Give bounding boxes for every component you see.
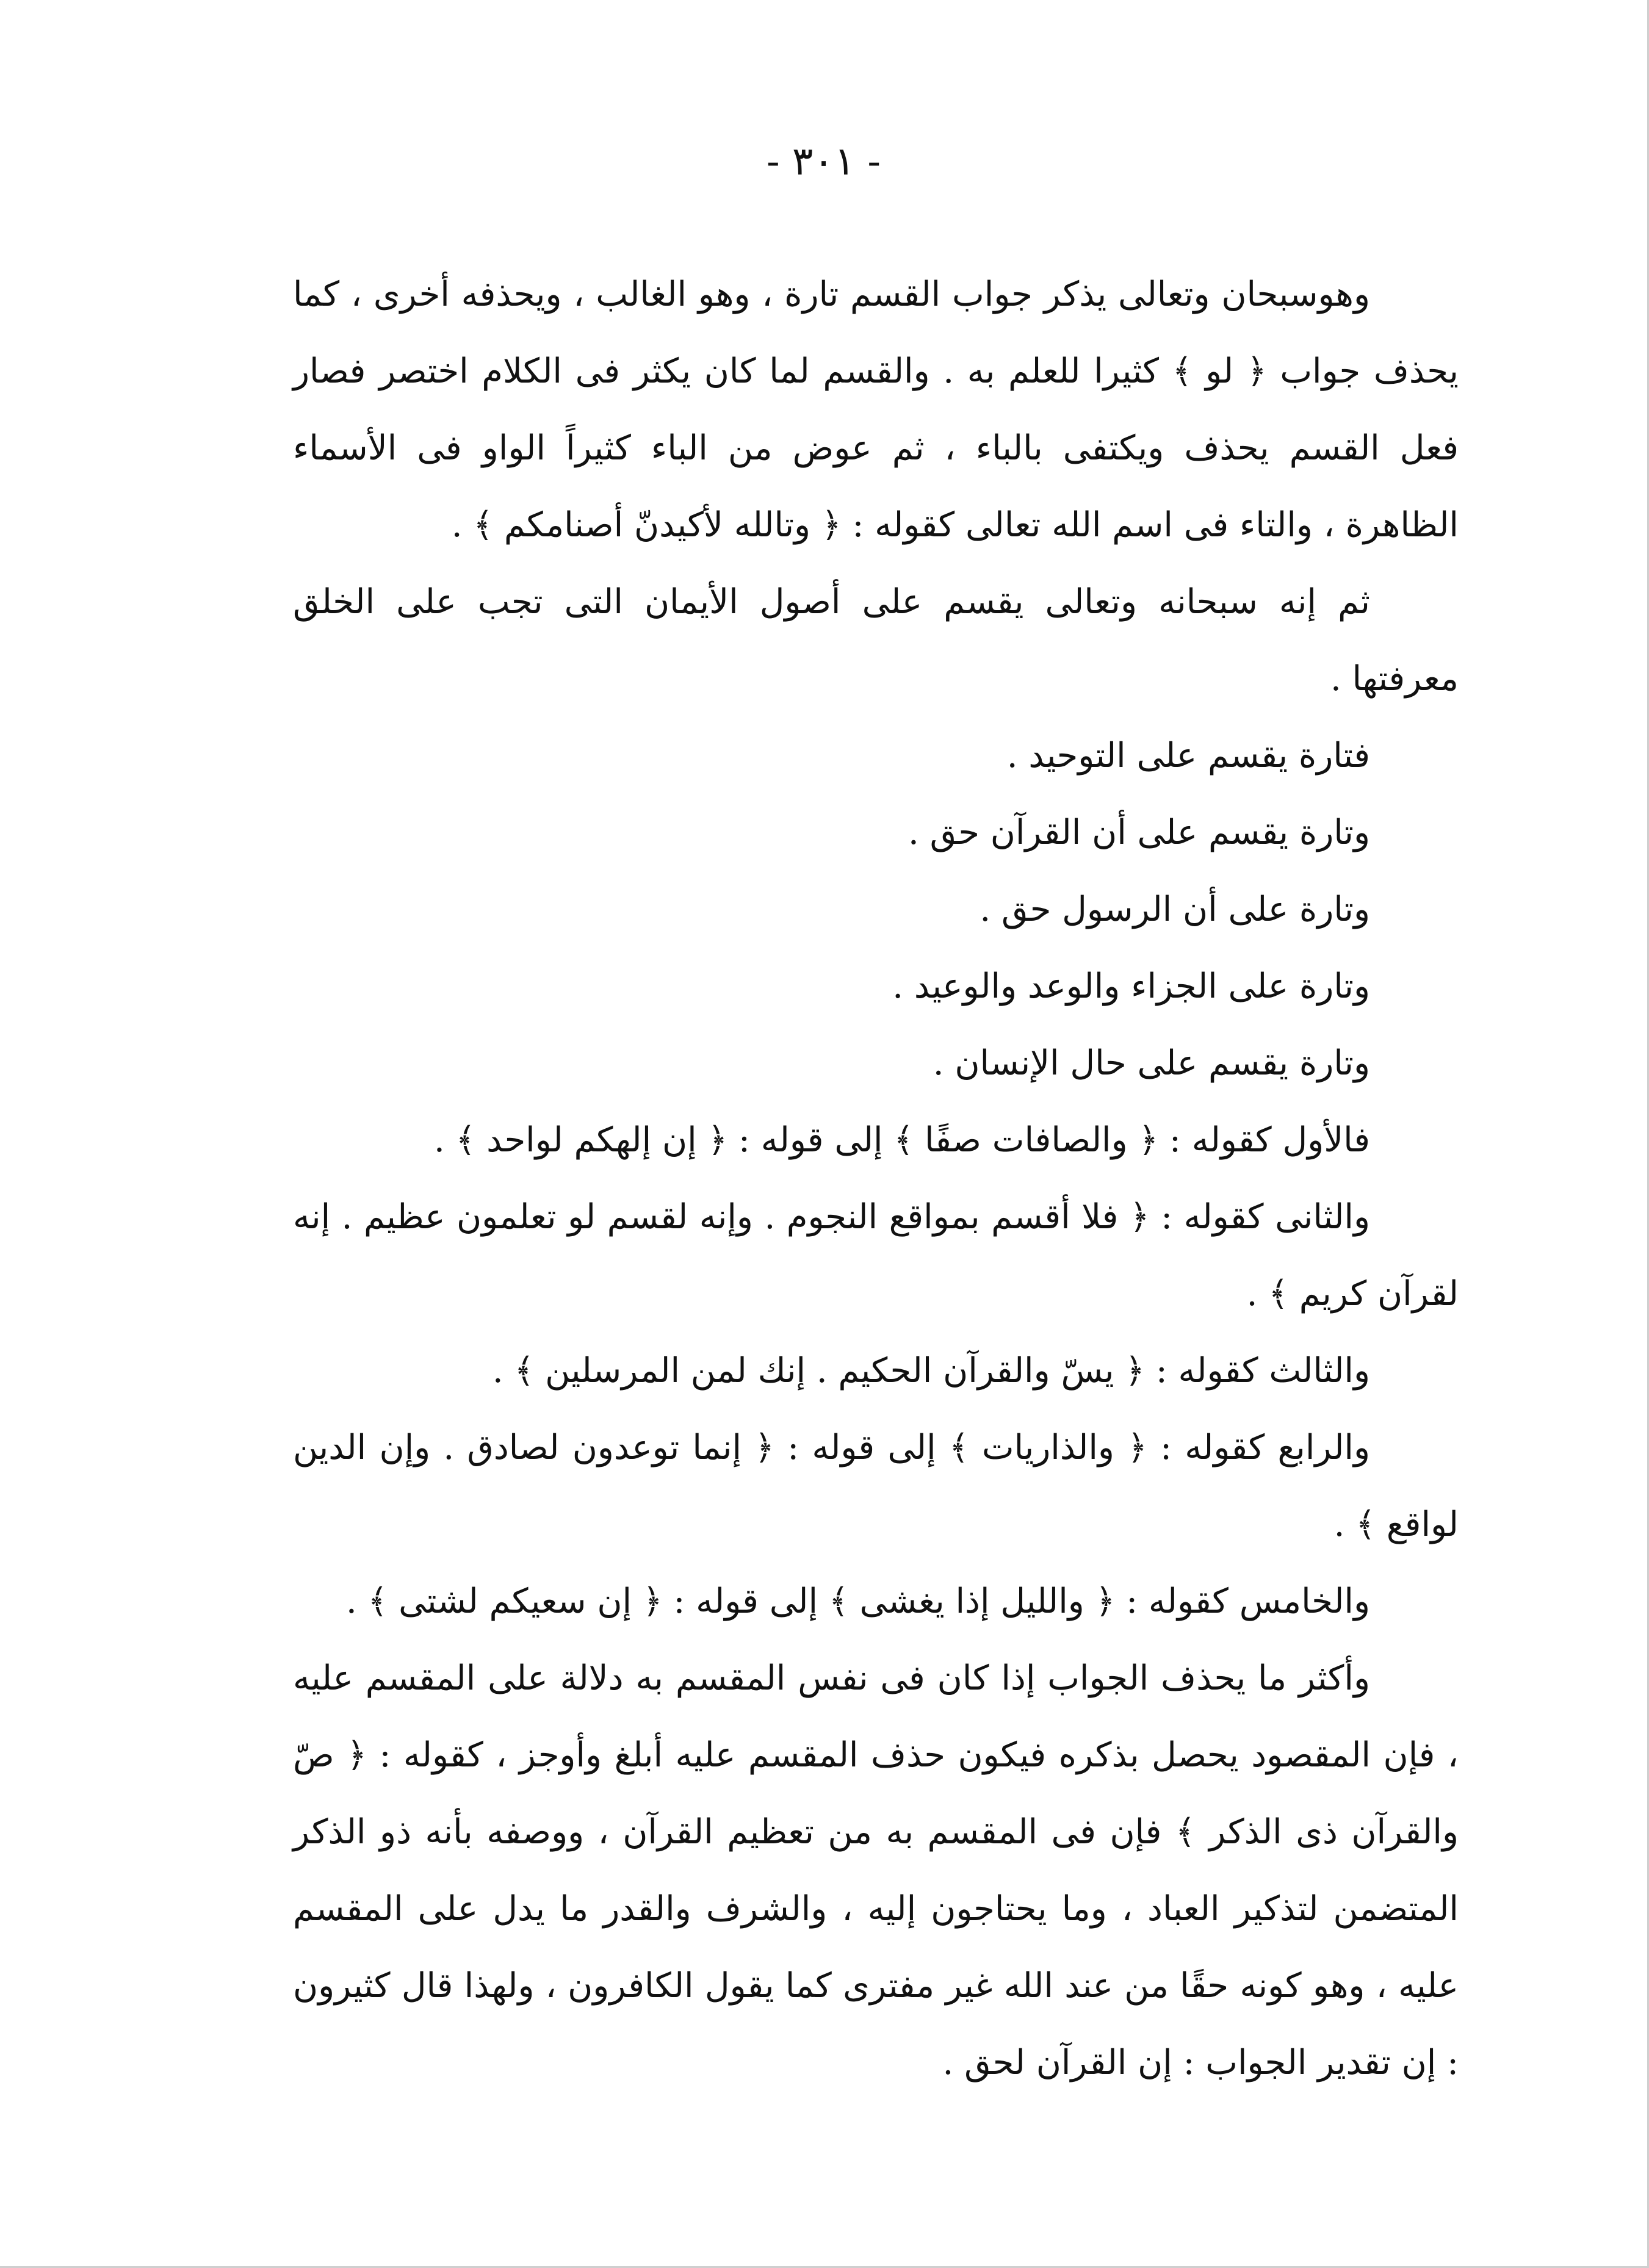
paragraph-example-fifth: والخامس كقوله : ﴿ والليل إذا يغشى ﴾ إلى قوله : ﴿ إن سعيكم لشتى ﴾ . xyxy=(345,1582,1370,1621)
list-item: وتارة على الجزاء والوعد والوعيد . xyxy=(892,967,1370,1006)
list-item: وتارة على أن الرسول حق . xyxy=(980,890,1370,929)
paragraph-oath-principles: ثم إنه سبحانه وتعالى يقسم على أصول الأيمان التى تجب على الخلق معرفتها . xyxy=(293,582,1459,699)
paragraph-example-first: فالأول كقوله : ﴿ والصافات صفًا ﴾ إلى قوله : ﴿ إن إلهكم لواحد ﴾ . xyxy=(433,1120,1370,1160)
body-text xyxy=(293,256,1459,2101)
page-number: - ٣٠١ - xyxy=(766,139,881,184)
paragraph-example-second: والثانى كقوله : ﴿ فلا أقسم بمواقع النجوم . وإنه لقسم لو تعلمون عظيم . إنه لقرآن كريم ﴾ . xyxy=(293,1197,1459,1314)
list-item: فتارة يقسم على التوحيد . xyxy=(1006,736,1370,776)
paragraph-example-third: والثالث كقوله : ﴿ يسّ والقرآن الحكيم . إنك لمن المرسلين ﴾ . xyxy=(492,1351,1370,1391)
paragraph-omitted-answer: وأكثر ما يحذف الجواب إذا كان فى نفس المقسم به دلالة على المقسم عليه ، فإن المقصود يحصل بذكره فيكون حذف المقسم عليه أبلغ وأوجز ، كقوله : ﴿ صّ والقرآن ذى الذكر ﴾ فإن فى المقسم به من تعظيم القرآن ، ووصفه بأنه ذو الذكر المتضمن لتذكير العباد ، وما يحتاجون إليه ، والشرف والقدر ما يدل على المقسم عليه ، وهو كونه حقًا من عند الله غير مفترى كما يقول الكافرون ، ولهذا قال كثيرون : إن تقدير الجواب : إن القرآن لحق . xyxy=(293,1658,1459,2083)
paragraph-oath-answer: وهوسبحان وتعالى يذكر جواب القسم تارة ، وهو الغالب ، ويحذفه أخرى ، كما يحذف جواب ﴿ لو ﴾ كثيرا للعلم به . والقسم لما كان يكثر فى الكلام اختصر فصار فعل القسم يحذف ويكتفى بالباء ، ثم عوض من الباء كثيراً الواو فى الأسماء الظاهرة ، والتاء فى اسم الله تعالى كقوله : ﴿ وتالله لأكيدنّ أصنامكم ﴾ . xyxy=(293,275,1459,545)
list-item: وتارة يقسم على أن القرآن حق . xyxy=(908,813,1370,852)
list-item: وتارة يقسم على حال الإنسان . xyxy=(933,1043,1370,1083)
oath-topics-list xyxy=(293,718,1459,1102)
paragraph-example-fourth: والرابع كقوله : ﴿ والذاريات ﴾ إلى قوله : ﴿ إنما توعدون لصادق . وإن الدين لواقع ﴾ . xyxy=(293,1428,1459,1544)
